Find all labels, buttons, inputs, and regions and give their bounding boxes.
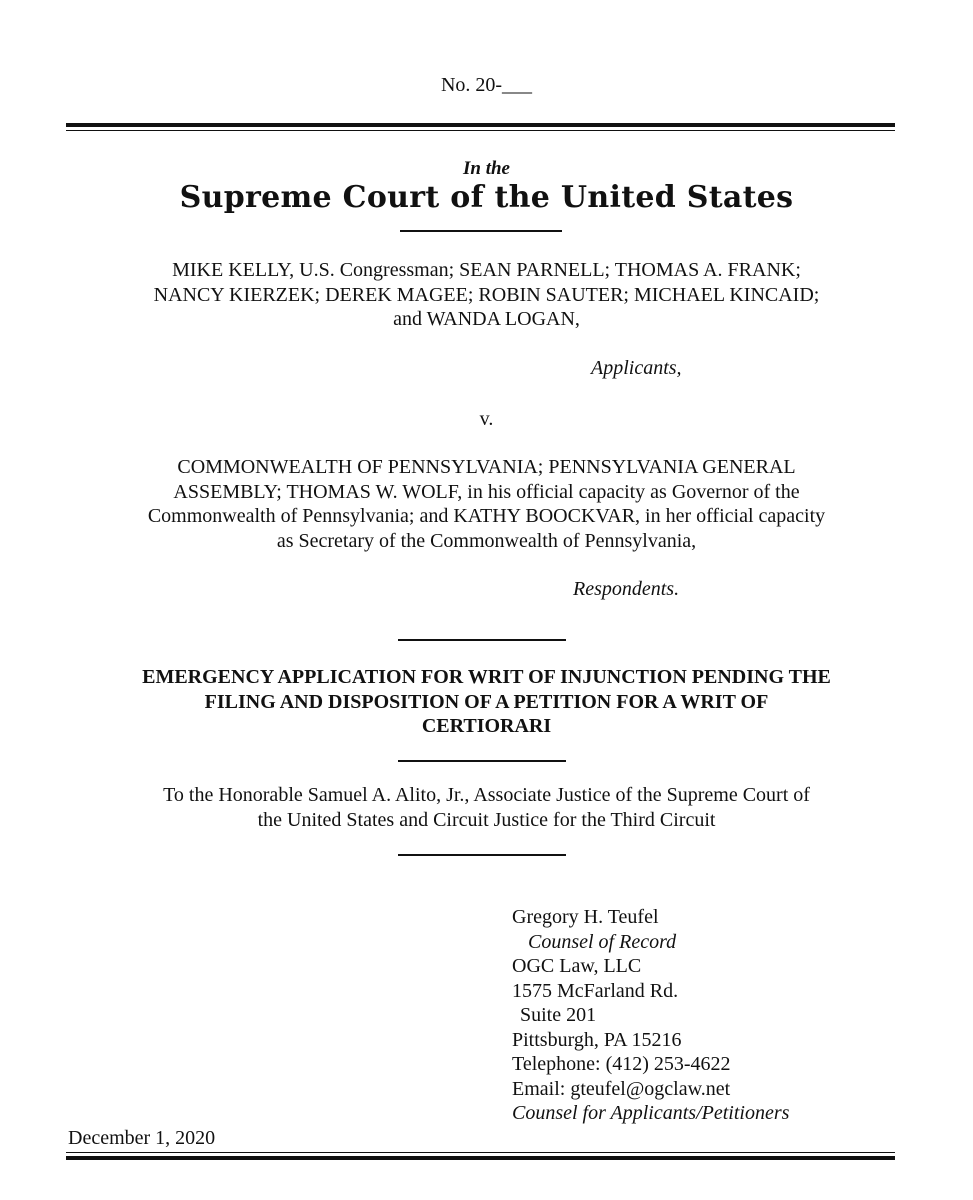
counsel-name: Gregory H. Teufel xyxy=(512,906,659,928)
counsel-designation: Counsel of Record xyxy=(528,930,677,953)
counsel-email: Email: gteufel@ogclaw.net xyxy=(512,1077,731,1100)
applicants-line-2: NANCY KIERZEK; DEREK MAGEE; ROBIN SAUTER; MICHAEL KINCAID; xyxy=(153,283,820,306)
top-rule-thick xyxy=(66,123,895,127)
divider-after-title xyxy=(398,760,566,762)
respondents-line-1: COMMONWEALTH OF PENNSYLVANIA; PENNSYLVANIA GENERAL xyxy=(177,456,796,478)
top-rule-thin xyxy=(66,130,895,131)
counsel-suite: Suite 201 xyxy=(520,1004,597,1026)
respondents-line-2: ASSEMBLY; THOMAS W. WOLF, in his official capacity as Governor of the xyxy=(173,480,800,503)
counsel-role: Counsel for Applicants/Petitioners xyxy=(512,1102,790,1124)
divider-after-addressee xyxy=(398,854,566,856)
respondents-line-4: as Secretary of the Commonwealth of Pennsylvania, xyxy=(276,529,697,552)
court-name: Supreme Court of the United States xyxy=(179,180,794,215)
versus: v. xyxy=(479,408,494,430)
respondents-role: Respondents. xyxy=(573,578,680,600)
divider-after-court xyxy=(400,230,562,232)
counsel-city: Pittsburgh, PA 15216 xyxy=(512,1028,682,1051)
applicants-line-3: and WANDA LOGAN, xyxy=(393,308,580,330)
application-title-line-3: CERTIORARI xyxy=(421,715,552,737)
application-title-line-1: EMERGENCY APPLICATION FOR WRIT OF INJUNCTION PENDING THE xyxy=(142,666,831,688)
respondents-block xyxy=(0,455,973,553)
counsel-firm: OGC Law, LLC xyxy=(512,955,642,977)
counsel-street: 1575 McFarland Rd. xyxy=(512,979,679,1002)
divider-before-title xyxy=(398,639,566,641)
applicants-line-1: MIKE KELLY, U.S. Congressman; SEAN PARNELL; THOMAS A. FRANK; xyxy=(172,259,801,281)
applicants-role: Applicants, xyxy=(591,357,682,379)
bottom-rule-thick xyxy=(66,1156,895,1160)
court-prefix: In the xyxy=(463,158,510,179)
application-title-line-2: FILING AND DISPOSITION OF A PETITION FOR A WRIT OF xyxy=(204,690,769,713)
addressee-block xyxy=(0,783,973,832)
respondents-line-3: Commonwealth of Pennsylvania; and KATHY BOOCKVAR, in her official capacity xyxy=(147,505,826,527)
applicants-block xyxy=(0,258,973,332)
bottom-rule-thin xyxy=(66,1152,895,1153)
application-title xyxy=(40,665,933,739)
docket-number: No. 20-___ xyxy=(440,74,533,96)
counsel-block xyxy=(512,905,789,1126)
counsel-telephone: Telephone: (412) 253-4622 xyxy=(512,1053,731,1075)
addressee-line-2: the United States and Circuit Justice for the Third Circuit xyxy=(257,808,716,831)
filing-date: December 1, 2020 xyxy=(68,1127,216,1149)
addressee-line-1: To the Honorable Samuel A. Alito, Jr., Associate Justice of the Supreme Court of xyxy=(163,784,810,806)
